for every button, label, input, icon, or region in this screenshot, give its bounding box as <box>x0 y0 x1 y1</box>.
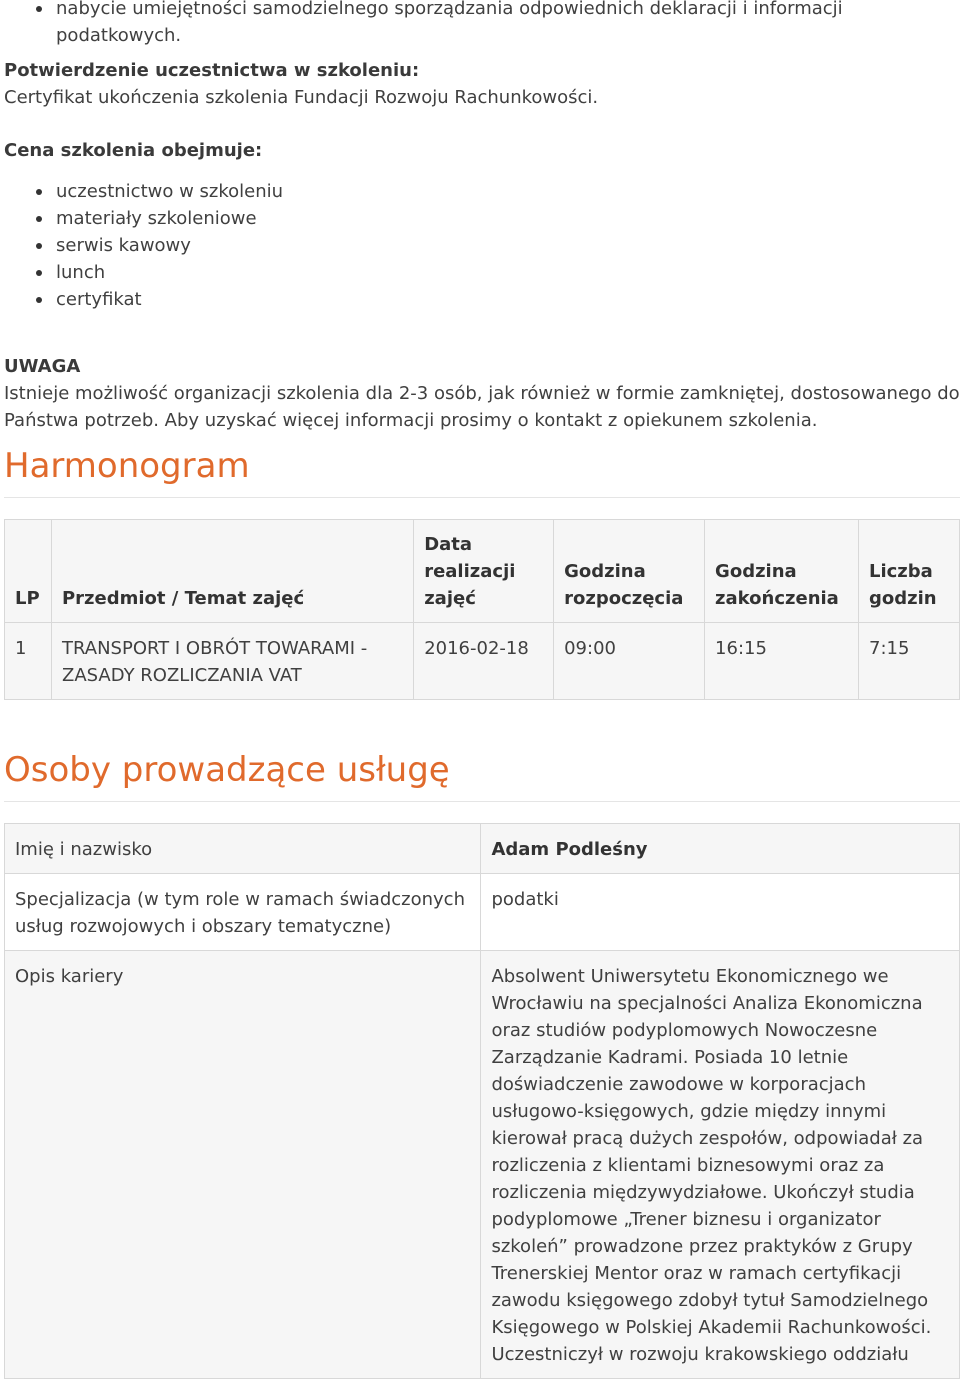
table-row <box>5 874 960 951</box>
schedule-table <box>4 519 960 700</box>
document-page <box>4 0 960 1379</box>
trainer-career-cell: Absolwent Uniwersytetu Ekonomicznego we Wrocławiu na specjalności Analiza Ekonomiczna oraz studiów podyplomowych Nowoczesne Zarządzanie Kadrami. Posiada 10 letnie doświadczenie zawodowe w korporacjach usługowo-księgowych, gdzie między innymi kierował pracą dużych zespołów, odpowiadał za rozliczenia z klientami biznesowymi oraz za rozliczenia międzywydziałowe. Ukończył studia podyplomowe „Trener biznesu i organizator szkoleń” prowadzone przez praktyków z Grupy Trenerskiej Mentor oraz w ramach certyfikacji zawodu księgowego zdobył tytuł Samodzielnego Księgowego w Polskiej Akademii Rachunkowości. Uczestniczył w rozwoju krakowskiego oddziału <box>481 951 960 1379</box>
price-item: uczestnictwo w szkoleniu <box>56 178 960 205</box>
schedule-header-cell: Godzina rozpoczęcia <box>554 520 705 623</box>
trainer-value-cell: podatki <box>481 874 960 951</box>
schedule-header-row <box>5 520 960 623</box>
trainers-table <box>4 823 960 1379</box>
schedule-header-cell: Przedmiot / Temat zajęć <box>51 520 413 623</box>
schedule-header-cell: Liczba godzin <box>859 520 960 623</box>
goals-list-item: nabycie umiejętności samodzielnego sporządzania odpowiednich deklaracji i informacji podatkowych. <box>56 0 960 49</box>
confirmation-label: Potwierdzenie uczestnictwa w szkoleniu: <box>4 60 420 81</box>
trainer-label-cell: Specjalizacja (w tym role w ramach świadczonych usług rozwojowych i obszary tematyczne) <box>5 874 481 951</box>
schedule-cell: 2016-02-18 <box>414 623 554 700</box>
schedule-cell: 1 <box>5 623 52 700</box>
table-row <box>5 824 960 874</box>
schedule-cell: 16:15 <box>705 623 859 700</box>
notice-title: UWAGA <box>4 356 81 377</box>
table-row <box>5 623 960 700</box>
price-item: lunch <box>56 259 960 286</box>
price-item: serwis kawowy <box>56 232 960 259</box>
trainers-divider <box>4 801 960 802</box>
notice-text: Istnieje możliwość organizacji szkolenia dla 2-3 osób, jak również w formie zamkniętej, dostosowanego do Państwa potrzeb. Aby uzyskać więcej informacji prosimy o kontakt z opiekunem szkolenia. <box>4 383 960 431</box>
price-item: certyfikat <box>56 286 960 313</box>
goals-list <box>4 0 960 49</box>
trainer-name-cell: Adam Podleśny <box>481 824 960 874</box>
price-label: Cena szkolenia obejmuje: <box>4 140 263 161</box>
price-items-list <box>4 178 960 313</box>
trainer-label-cell: Opis kariery <box>5 951 481 1379</box>
confirmation-text: Certyfikat ukończenia szkolenia Fundacji Rozwoju Rachunkowości. <box>4 87 599 108</box>
price-item: materiały szkoleniowe <box>56 205 960 232</box>
table-row <box>5 951 960 1379</box>
trainers-heading: Osoby prowadzące usługę <box>4 750 450 790</box>
schedule-header-cell: LP <box>5 520 52 623</box>
schedule-cell: 09:00 <box>554 623 705 700</box>
schedule-header-cell: Godzina zakończenia <box>705 520 859 623</box>
schedule-heading: Harmonogram <box>4 446 250 486</box>
schedule-divider <box>4 497 960 498</box>
schedule-cell: 7:15 <box>859 623 960 700</box>
schedule-header-cell: Data realizacji zajęć <box>414 520 554 623</box>
trainer-label-cell: Imię i nazwisko <box>5 824 481 874</box>
schedule-cell: TRANSPORT I OBRÓT TOWARAMI - ZASADY ROZLICZANIA VAT <box>51 623 413 700</box>
